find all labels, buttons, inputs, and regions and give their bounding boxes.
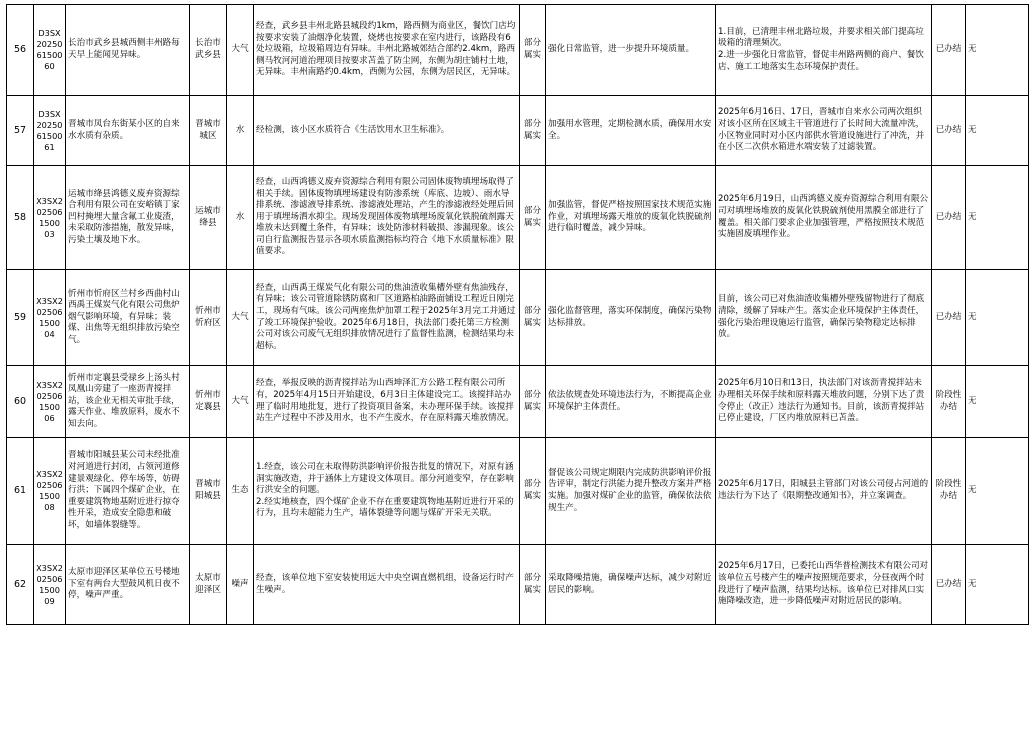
row-number: 62 (7, 545, 34, 625)
table-row (7, 438, 1029, 545)
pollution-type: 水 (227, 166, 254, 270)
completion-status: 阶段性办结 (932, 438, 966, 545)
table-row (7, 5, 1029, 96)
verification-verdict: 部分属实 (520, 545, 546, 625)
verification-verdict: 部分属实 (520, 270, 546, 366)
case-code: X3SX2025061500 08 (34, 438, 66, 545)
row-number: 57 (7, 96, 34, 166)
verification-verdict: 部分属实 (520, 5, 546, 96)
administrative-area: 长治市武乡县 (190, 5, 227, 96)
investigation-finding: 经查，该单位地下室安装使用远大中央空调直燃机组，设备运行时产生噪声。 (254, 545, 520, 625)
complaint-description: 忻州市定襄县受禄乡上汤头村凤凰山旁建了一座沥青搅拌站，该企业无相关审批手续，露天作业、堆放原料，废水不知去向。 (66, 366, 190, 438)
row-number: 59 (7, 270, 34, 366)
table-row (7, 96, 1029, 166)
verification-verdict: 部分属实 (520, 438, 546, 545)
accountability-info: 无 (966, 545, 1029, 625)
handling-measure: 加强监管，督促严格按照国家技术规范实施作业，对填埋场露天堆放的废氧化铁脱硫剂进行临时覆盖，减少异味。 (546, 166, 716, 270)
completion-status: 已办结 (932, 545, 966, 625)
handling-result: 目前，该公司已对焦油渣收集槽外壁残留物进行了彻底清除，缓解了异味产生。落实企业环境保护主体责任，强化污染治理设施运行监管，确保污染物稳定达标排放。 (716, 270, 932, 366)
row-number: 60 (7, 366, 34, 438)
handling-result: 2025年6月10日和13日，执法部门对该沥青搅拌站未办理相关环保手续和原料露天堆放问题，分别下达了责令停止（改正）违法行为通知书。目前，该沥青搅拌站已停止建设，厂区内堆放原料已苫盖。 (716, 366, 932, 438)
complaint-description: 运城市绛县鸿德义废弃资源综合利用有限公司在安峪镇丁家凹村掩埋大量含氟工业废渣，未采取防渗措施，散发异味，污染土壤及地下水。 (66, 166, 190, 270)
complaint-description: 长治市武乡县城西侧丰州路每天早上能闻见异味。 (66, 5, 190, 96)
pollution-type: 噪声 (227, 545, 254, 625)
complaint-description: 太原市迎泽区某单位五号楼地下室有两台大型鼓风机日夜不停，噪声严重。 (66, 545, 190, 625)
completion-status: 已办结 (932, 5, 966, 96)
accountability-info: 无 (966, 5, 1029, 96)
row-number: 56 (7, 5, 34, 96)
table-row (7, 270, 1029, 366)
complaint-table (6, 4, 1029, 625)
case-code: X3SX2025061500 04 (34, 270, 66, 366)
completion-status: 阶段性办结 (932, 366, 966, 438)
administrative-area: 运城市绛县 (190, 166, 227, 270)
pollution-type: 水 (227, 96, 254, 166)
accountability-info: 无 (966, 270, 1029, 366)
completion-status: 已办结 (932, 166, 966, 270)
complaint-description: 忻州市忻府区兰村乡西曲村山西禹王煤炭气化有限公司焦炉烟气影响环境，有异味；装煤、出焦等无组织排放污染空气。 (66, 270, 190, 366)
handling-result: 2025年6月17日，阳城县主管部门对该公司侵占河道的违法行为下达了《限期整改通知书》，并立案调查。 (716, 438, 932, 545)
case-code: D3SX2025061500 60 (34, 5, 66, 96)
handling-result: 2025年6月16日、17日，晋城市自来水公司两次组织对该小区所在区域主干管道进行了长时间大流量冲洗，小区物业同时对小区内部供水管道设施进行了冲洗，并在小区二次供水箱进水端安装了过滤装置。 (716, 96, 932, 166)
handling-measure: 加强用水管理，定期检测水质，确保用水安全。 (546, 96, 716, 166)
accountability-info: 无 (966, 438, 1029, 545)
handling-result: 1.目前，已清理丰州北路垃圾，并要求相关部门提高垃圾箱的清理频次。 2.进一步强化日常监管，督促丰州路两侧的商户、餐饮店、施工工地落实生态环境保护责任。 (716, 5, 932, 96)
administrative-area: 忻州市定襄县 (190, 366, 227, 438)
completion-status: 已办结 (932, 96, 966, 166)
pollution-type: 大气 (227, 270, 254, 366)
accountability-info: 无 (966, 366, 1029, 438)
row-number: 58 (7, 166, 34, 270)
handling-result: 2025年6月17日，已委托山西华普检测技术有限公司对该单位五号楼产生的噪声按照规范要求，分昼夜两个时段进行了噪声监测，结果均达标。该单位已对排风口实施降噪改造，进一步降低噪声对附近居民的影响。 (716, 545, 932, 625)
case-code: X3SX2025061500 09 (34, 545, 66, 625)
administrative-area: 晋城市阳城县 (190, 438, 227, 545)
verification-verdict: 部分属实 (520, 366, 546, 438)
handling-measure: 强化日常监管，进一步提升环境质量。 (546, 5, 716, 96)
pollution-type: 生态 (227, 438, 254, 545)
case-code: D3SX2025061500 61 (34, 96, 66, 166)
table-body (7, 5, 1029, 625)
complaint-description: 晋城市凤台东街某小区的自来水水质有杂质。 (66, 96, 190, 166)
pollution-type: 大气 (227, 366, 254, 438)
administrative-area: 晋城市城区 (190, 96, 227, 166)
case-code: X3SX2025061500 03 (34, 166, 66, 270)
complaint-description: 晋城市阳城县某公司未经批准对河道进行封闭，占领河道修建景观绿化、停车场等，妨碍行洪；下属四个煤矿企业，在重要建筑物地基附近进行掠夺性开采，造成安全隐患和破坏，如墙体裂缝等。 (66, 438, 190, 545)
row-number: 61 (7, 438, 34, 545)
investigation-finding: 经查，山西鸿德义废弃资源综合利用有限公司固体废物填埋场取得了相关手续。固体废物填埋场建设有防渗系统（库底、边坡）、雨水导排系统、渗滤液导排系统、渗滤液处理站，产生的渗滤液经处理后回用于填埋场洒水抑尘。现场发现固体废物填埋场废氧化铁脱硫剂露天堆放未达到覆土条件，有异味；该处防渗材料破损、渗漏现象。该公司自行监测报告显示各项水质监测指标均符合《地下水质量标准》限值要求。 (254, 166, 520, 270)
table-row (7, 366, 1029, 438)
accountability-info: 无 (966, 166, 1029, 270)
pollution-type: 大气 (227, 5, 254, 96)
handling-measure: 强化监督管理，落实环保制度，确保污染物达标排放。 (546, 270, 716, 366)
table-row (7, 166, 1029, 270)
investigation-finding: 经查，举报反映的沥青搅拌站为山西坤泽汇方公路工程有限公司所有，2025年4月15日开始建设，6月3日主体建设完工。该搅拌站办理了临时用地批复，进行了投资项目备案，未办理环保手续。该搅拌站生产过程中不涉及用水，也不产生废水，存在原料露天堆放情况。 (254, 366, 520, 438)
case-code: X3SX2025061500 06 (34, 366, 66, 438)
investigation-finding: 1.经查，该公司在未取得防洪影响评价报告批复的情况下，对原有涵洞实施改造，并于涵体上方建设文体项目。部分河道变窄，存在影响行洪安全的问题。 2.经实地核查，四个煤矿企业不存在重要建筑物地基附近进行开采的行为，且均未超能力生产，墙体裂缝等问题与煤矿开采无关联。 (254, 438, 520, 545)
handling-result: 2025年6月19日，山西鸿德义废弃资源综合利用有限公司对填埋场堆放的废氧化铁脱硫剂使用黑膜全部进行了覆盖。相关部门要求企业加强管理，严格按照技术规范实施固废填埋作业。 (716, 166, 932, 270)
accountability-info: 无 (966, 96, 1029, 166)
administrative-area: 忻州市忻府区 (190, 270, 227, 366)
investigation-finding: 经检测，该小区水质符合《生活饮用水卫生标准》。 (254, 96, 520, 166)
administrative-area: 太原市迎泽区 (190, 545, 227, 625)
investigation-finding: 经查，山西禹王煤炭气化有限公司的焦油渣收集槽外壁有焦油残存，有异味；该公司管道除锈防腐和厂区道路柏油路面铺设工程近日刚完工，现场有气味。该公司两座焦炉加罩工程于2025年3月完工并通过了竣工环境保护验收。2025年6月18日，执法部门委托第三方检测公司对该公司废气无组织排放情况进行了监督性监测，检测结果均未超标。 (254, 270, 520, 366)
verification-verdict: 部分属实 (520, 96, 546, 166)
table-row (7, 545, 1029, 625)
completion-status: 已办结 (932, 270, 966, 366)
handling-measure: 采取降噪措施，确保噪声达标，减少对附近居民的影响。 (546, 545, 716, 625)
verification-verdict: 部分属实 (520, 166, 546, 270)
handling-measure: 督促该公司规定期限内完成防洪影响评价报告评审，制定行洪能力提升整改方案并严格实施。加强对煤矿企业的监管，确保依法依规生产。 (546, 438, 716, 545)
investigation-finding: 经查，武乡县丰州北路县城段约1km，路西侧为商业区，餐饮门店均按要求安装了油烟净化装置，烧烤也按要求在室内进行，该路段有6处垃圾箱，垃圾箱周边有异味。丰州北路城郊结合部约2.4km，路西侧马牧河河道治理项目按要求苫盖了防尘网，东侧为胡庄铺村土地，无异味。丰州南路约0.4km，西侧为公园，东侧为居民区，无异味。 (254, 5, 520, 96)
handling-measure: 依法依规查处环境违法行为，不断提高企业环境保护主体责任。 (546, 366, 716, 438)
